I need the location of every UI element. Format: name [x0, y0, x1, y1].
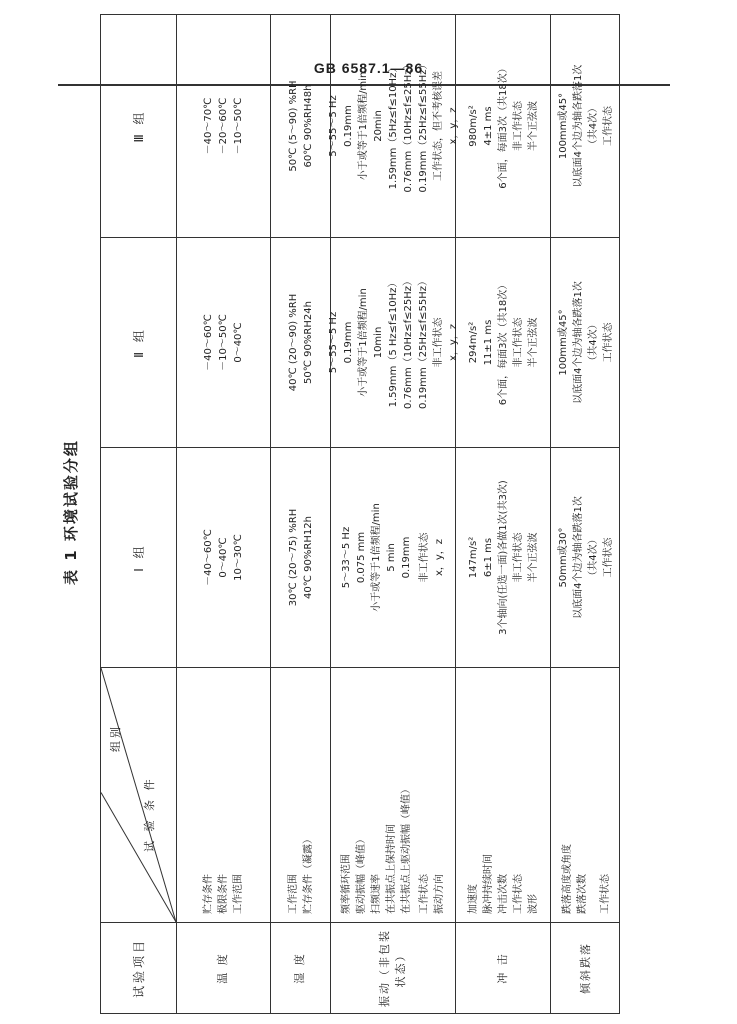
g2-temp-range: 0～40℃	[232, 322, 244, 363]
standard-code: GB 6587.1—86	[313, 60, 424, 76]
g3-shock-wave: 半个正弦波	[527, 101, 539, 151]
g3-drop-height: 100mm或45°	[558, 92, 569, 160]
g2-vib-freq: 5～55～5 Hz	[327, 311, 339, 374]
g1-temp-range: 10～30℃	[232, 534, 244, 581]
header-group-label: 组别	[109, 724, 122, 752]
g2-temp-storage: －40～60℃	[202, 314, 214, 371]
g3-hum-range: 50℃ (5～90) %RH	[287, 80, 299, 172]
table-caption: 表 1 环境试验分组	[62, 439, 80, 585]
g2-drop-height: 100mm或45°	[558, 309, 569, 376]
g1-shock-state: 非工作状态	[512, 532, 524, 583]
column-group-2	[101, 238, 619, 448]
g2-temp-limit: －10～50℃	[217, 314, 229, 371]
g2-shock-count: 6个面，每面3次（共18次）	[497, 279, 509, 406]
cond-temp-limit: 极限条件	[217, 874, 229, 914]
g3-temp-limit: －20～60℃	[217, 97, 229, 155]
g3-temp-storage: －40～70℃	[202, 97, 214, 155]
g3-vib-freq: 5～55～5 Hz	[327, 95, 339, 157]
cond-shock-wave: 波形	[527, 894, 539, 914]
g3-drop-total: （共4次）	[588, 102, 599, 150]
cond-drop-height: 跌落高度或角度	[561, 844, 573, 914]
header-test-item	[101, 923, 177, 1013]
item-temperature: 温 度	[215, 952, 229, 984]
g3-drop-state: 工作状态	[603, 106, 614, 146]
header-conditions-label: 试 验 条 件	[143, 776, 156, 852]
cond-drop-count: 跌落次数	[576, 874, 588, 914]
g2-vib-amp: 0.19mm	[342, 321, 354, 364]
g3-temp-range: －10～50℃	[232, 97, 244, 155]
cond-vib-direction: 振动方向	[434, 874, 445, 914]
g2-vib-direction: x，y，z	[447, 323, 459, 362]
g2-hum-range: 40℃ (20～90) %RH	[287, 293, 299, 392]
g1-vib-sweep: 小于或等于1倍频程/min	[371, 503, 382, 612]
g1-drop-axis: 以底面4个边为轴各跌落1次	[573, 496, 584, 619]
g3-shock-count: 6个面，每面3次（共18次）	[497, 63, 509, 189]
g2-drop-state: 工作状态	[603, 322, 614, 363]
g1-vib-freq: 5～33～5 Hz	[341, 526, 352, 589]
cond-vib-sweep: 扫频速率	[371, 874, 382, 914]
g3-vib-state: 工作状态，但不考核误差	[432, 71, 444, 181]
g2-vib-res-amp-1: 1.59mm（5 Hz≤f≤10Hz）	[387, 277, 399, 408]
g1-temp-limit: 0～40℃	[217, 537, 229, 578]
cond-shock-count: 冲击次数	[497, 874, 509, 914]
g3-vib-amp: 0.19mm	[342, 105, 354, 147]
g1-shock-wave: 半个正弦波	[527, 532, 539, 583]
g2-vib-sweep: 小于或等于1倍频程/min	[357, 288, 369, 397]
column-group-1	[101, 448, 619, 668]
cond-vib-freq: 频率循环范围	[341, 854, 352, 914]
g3-vib-res-amp-2: 0.76mm（10Hz≤f≤25Hz）	[402, 59, 414, 193]
g1-shock-duration: 6±1 ms	[482, 537, 494, 578]
g1-drop-state: 工作状态	[603, 537, 614, 578]
column-conditions	[101, 668, 619, 923]
item-tilt-drop: 倾斜跌落	[578, 942, 592, 994]
g2-drop-total: （共4次）	[588, 319, 599, 366]
g2-shock-wave: 半个正弦波	[527, 317, 539, 368]
g3-shock-state: 非工作状态	[512, 101, 524, 151]
cond-vib-dwell: 在共振点上保持时间	[386, 824, 397, 914]
cond-hum-storage: 贮存条件（凝露）	[302, 834, 314, 914]
g1-vib-res-amp: 0.19mm	[401, 536, 412, 579]
cond-vib-res-amp: 在共振点上驱动振幅（峰值）	[401, 784, 412, 914]
header-test-item-label: 试验项目	[132, 938, 146, 999]
environment-test-table	[100, 14, 620, 1014]
g2-shock-state: 非工作状态	[512, 317, 524, 368]
cond-temp-range: 工作范围	[232, 874, 244, 914]
g2-vib-state: 非工作状态	[432, 317, 444, 368]
g1-drop-total: （共4次）	[588, 534, 599, 581]
g2-vib-dwell: 10min	[372, 326, 384, 359]
item-humidity: 湿 度	[293, 952, 307, 984]
cond-vib-amp: 驱动振幅（峰值）	[356, 834, 367, 914]
g1-hum-range: 30℃ (20～75) %RH	[287, 508, 299, 607]
g3-vib-res-amp-1: 1.59mm（5Hz≤f≤10Hz）	[387, 62, 399, 190]
header-group-2: Ⅱ 组	[132, 327, 146, 358]
g1-shock-accel: 147m/s²	[467, 536, 479, 579]
cond-vib-state: 工作状态	[419, 874, 430, 914]
g3-shock-duration: 4±1 ms	[482, 106, 494, 146]
g2-hum-storage: 50℃ 90%RH24h	[302, 301, 314, 384]
g3-vib-direction: x，y，z	[447, 107, 459, 145]
g1-temp-storage: －40～60℃	[202, 529, 214, 586]
g2-vib-res-amp-2: 0.76mm（10Hz≤f≤25Hz）	[402, 276, 414, 410]
g2-shock-duration: 11±1 ms	[482, 319, 494, 366]
cond-temp-storage: 贮存条件	[202, 874, 214, 914]
column-group-3	[101, 15, 619, 238]
header-diagonal-lines	[101, 668, 176, 922]
g3-vib-res-amp-3: 0.19mm（25Hz≤f≤55Hz）	[417, 59, 429, 193]
cond-hum-range: 工作范围	[287, 874, 299, 914]
cond-shock-duration: 脉冲持续时间	[482, 854, 494, 914]
g1-vib-dwell: 5 min	[386, 543, 397, 572]
g1-shock-count: 3个轴向(任选一面)各做1次(共3次)	[497, 480, 509, 635]
g1-vib-amp: 0.075 mm	[356, 531, 367, 584]
g2-vib-res-amp-3: 0.19mm（25Hz≤f≤55Hz）	[417, 276, 429, 410]
header-conditions	[101, 668, 177, 922]
header-group-3: Ⅲ 组	[132, 109, 146, 143]
g2-shock-accel: 294m/s²	[467, 321, 479, 364]
header-group-1: Ⅰ 组	[132, 543, 146, 572]
g3-drop-axis: 以底面4个边为轴各跌落1次	[573, 64, 584, 188]
column-test-item	[101, 923, 619, 1013]
item-shock: 冲 击	[495, 952, 509, 984]
g3-vib-dwell: 20min	[372, 110, 384, 142]
g2-drop-axis: 以底面4个边为轴各跌落1次	[573, 281, 584, 404]
cond-shock-state: 工作状态	[512, 874, 524, 914]
g3-hum-storage: 60℃ 90%RH48h	[302, 84, 314, 168]
g1-hum-storage: 40℃ 90%RH12h	[302, 516, 314, 599]
item-vibration: 振动（非包装状态）	[377, 929, 407, 1007]
g3-vib-sweep: 小于或等于1倍频程/min	[357, 71, 369, 181]
g1-vib-direction: x，y，z	[434, 538, 445, 577]
cond-shock-accel: 加速度	[467, 884, 479, 914]
g1-drop-height: 50mm或30°	[558, 527, 569, 588]
g1-vib-state: 非工作状态	[419, 532, 430, 583]
cond-drop-state: 工作状态	[599, 874, 611, 914]
g3-shock-accel: 980m/s²	[467, 105, 479, 147]
